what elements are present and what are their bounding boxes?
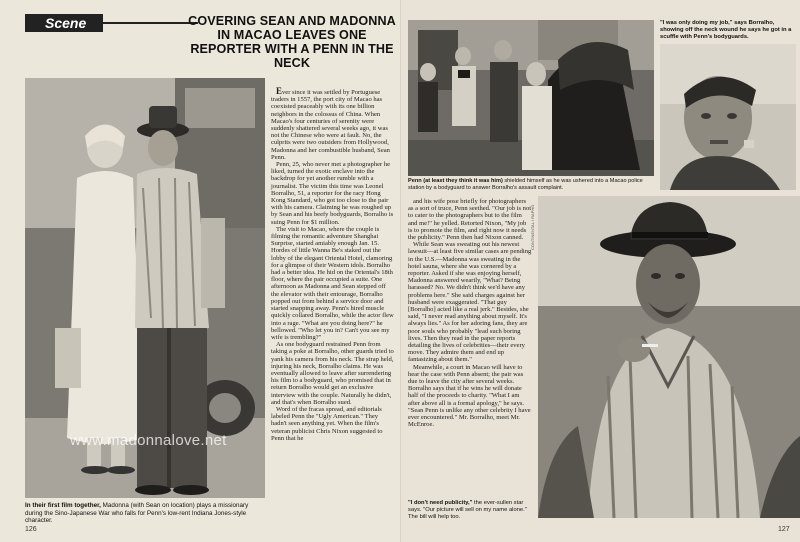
left-photo-caption: [25, 502, 265, 525]
section-rule: [103, 22, 198, 24]
top-middle-caption-text: shielded himself as he was ushered into a Macao police station by a bodyguard to answer Borralho's assault complaint.: [408, 178, 643, 191]
top-middle-caption: [408, 178, 654, 191]
col1-para-5: Word of the fracas spread, and editorials labeled Penn the "Ugly American." They hadn't seen anything yet. When the film's veteran publicist Chris Nixon suggested to Penn that he: [271, 405, 383, 442]
article-column-2: [408, 198, 532, 429]
article-column-1: [271, 88, 395, 442]
top-middle-caption-lead: Penn (at least they think it was him): [408, 178, 503, 184]
col1-para-3: The visit to Macao, where the couple is filming the romantic adventure Shanghai Surprise, started amiably enough Jan. 15. Hordes of little Wanna Be's staked out the lobby of the elegant Oriental Hotel, clamoring for a glimpse of their Western idols. Borralho had a better idea. He hid on the Oriental's 18th floor, where the pair occupied a suite. One afternoon as Madonna and Sean stepped off the elevator with their entourage, Borralho popped out from behind a service door and started snapping away. Penn's hired muscle quickly collared Borralho, while the actor flew into a rage. "What are you doing here?" he bellowed. "Who let you in? Can't you see my wife is trembling?": [271, 225, 394, 341]
col1-para-1: Ever since it was settled by Portuguese traders in 1557, the port city of Macao has coexisted peaceably with its one billion neighbors in the colossus of China. When Macao's four centuries of serenity were suddenly shattered several weeks ago, it was not the Chinese who were at fault. No, the culprits were two outsiders from Hollywood, Madonna and her combustible husband, Sean Penn.: [271, 86, 390, 161]
bottom-right-caption-lead: "I don't need publicity,": [408, 500, 473, 506]
bottom-right-caption-text: the ever-sullen star says. "Our picture will sell on my name alone." The bill will help too.: [408, 500, 527, 520]
left-caption-lead: In their first film together,: [25, 502, 101, 509]
col1-para-2: Penn, 25, who never met a photographer he liked, turned the exotic enclave into the backdrop for yet another rumble with a journalist. The victim this time was Leonel Borralho, 51, a reporter for the racy Hong Kong Standard, who got too close to the pair with his camera. Claiming he was roughed up by Sean and his beefy bodyguards, Borralho is suing Penn for $1 million.: [271, 161, 394, 226]
col2-para-2: While Sean was sweating out his newest lawsuit—at least five similar cases are pending in the U.S.—Madonna was sweating in the hotel sauna, where she was cornered by a reporter. Asked if she was enjoying herself, Madonna answered wearily, "What? Being harassed? No. We didn't think we'd have any problems here." She said charges against her husband were exaggerated. "That guy [Borralho] acted like a real jerk." Besides, she said, "I never read anything about myself. It's always lies." As for her adoring fans, they are poor souls who probably "lead such boring lives. Then they read in the paper reports detailing the lives of celebrities—their every move. They admire them and end up fantasizing about them.": [408, 241, 532, 364]
watermark: www.madonnalove.net: [70, 432, 227, 449]
photo-credit: CONTINENTAL / RAPHO: [530, 204, 535, 250]
top-right-caption: "I was only doing my job," says Borralho, showing off the neck wound he says he got in a scuffle with Penn's bodyguards.: [660, 20, 792, 40]
bottom-right-caption: [408, 500, 532, 520]
folio-right: 127: [778, 526, 790, 533]
col2-para-3: Meanwhile, a court in Macao will have to hear the case with Penn absent; the pair was due to leave the city after several weeks. Borralho says that if he wins he will donate half of the proceeds to charity. "What I am after above all is a formal apology," he says. "Sean Penn is unlike any other celebrity I have ever encountered." Mr. Borralho, meet Mr. McEnroe.: [408, 363, 531, 429]
col1-para-4: As one bodyguard restrained Penn from taking a poke at Borralho, other guards tried to yank his camera from his neck. The strap held, injuring his neck, Borralho claims. He was eventually allowed to leave after surrendering his film to a bodyguard, who promised that in return Borralho would get an exclusive interview with the couple. Naturally he didn't, and that's when Borralho sued.: [271, 341, 394, 406]
top-right-photo: [660, 44, 796, 190]
bottom-right-photo: [538, 196, 800, 518]
section-tab: Scene: [25, 14, 103, 32]
folio-left: 126: [25, 526, 37, 533]
left-caption-text: Madonna (with Sean on location) plays a missionary during the Sino-Japanese War who falls for Penn's low-rent Indiana Jones-style character.: [25, 502, 249, 524]
top-middle-photo: [408, 20, 654, 176]
col2-para-1: and his wife pose briefly for photographers as a sort of truce, Penn seethed. "Our job is not to cater to the photographers but to the film and me!" he yelled. Retorted Nixon, "My job is to promote the film, and right now it needs the publicity." Penn then had Nixon canned.: [408, 198, 532, 242]
right-page: [402, 0, 800, 542]
headline: COVERING SEAN AND MADONNA IN MACAO LEAVES ONE REPORTER WITH A PENN IN THE NECK: [188, 14, 396, 70]
